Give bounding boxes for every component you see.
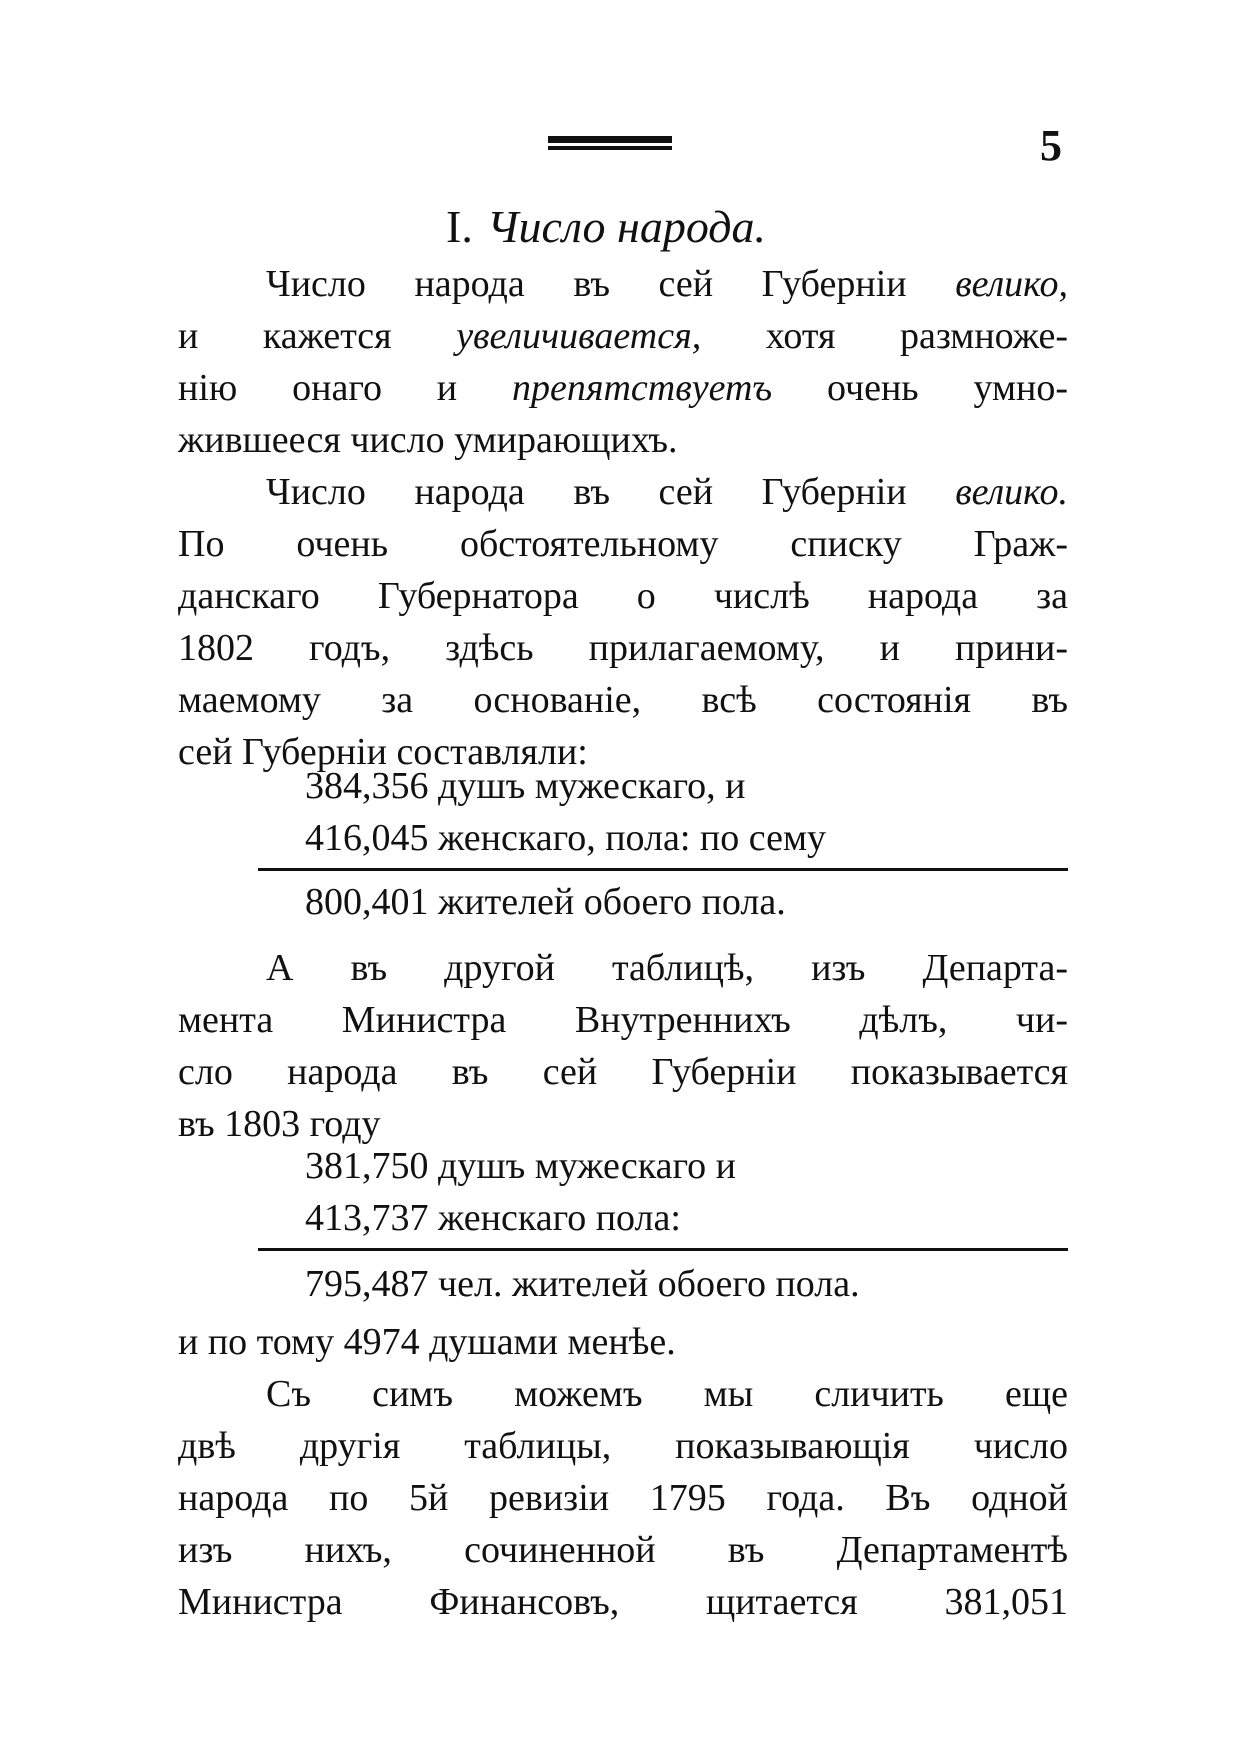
sum-rule-1802 [258, 868, 1068, 871]
text-line [266, 258, 1068, 310]
figure-1802-female: 416,045 женскаго, пола: по сему [305, 817, 827, 859]
text-segment: жившееся число умирающихъ. [178, 419, 678, 461]
figure-1803-total: 795,487 чел. жителей обоего пола. [305, 1263, 860, 1305]
figure-1802-male: 384,356 душъ мужескаго, и [305, 765, 746, 807]
italic-text: велико. [955, 471, 1068, 513]
text-segment: народа по 5й ревизіи 1795 года. Въ одной [178, 1477, 1068, 1519]
text-segment: Число народа въ сей Губерніи [266, 263, 956, 305]
italic-text: увеличивается, [456, 315, 702, 357]
text-segment: А въ другой таблицѣ, изъ Департа- [266, 947, 1068, 989]
figure-1802-total: 800,401 жителей обоего пола. [305, 881, 786, 923]
text-line [178, 570, 1068, 622]
text-segment: По очень обстоятельному списку Граж- [178, 523, 1068, 565]
figure-1803-female: 413,737 женскаго пола: [305, 1197, 681, 1239]
text-segment: хотя размноже- [701, 315, 1068, 357]
text-segment: сей Губерніи составляли: [178, 731, 588, 773]
text-line [178, 1046, 1068, 1098]
text-line [178, 1524, 1068, 1576]
text-segment: Съ симъ можемъ мы сличить еще [266, 1373, 1068, 1415]
text-segment: маемому за основаніе, всѣ состоянія въ [178, 679, 1068, 721]
text-line [178, 362, 1068, 414]
text-line [178, 1576, 1068, 1628]
italic-text: велико, [955, 263, 1068, 305]
text-segment: въ 1803 году [178, 1103, 381, 1145]
text-line [178, 1316, 1068, 1368]
text-segment: Министра Финансовъ, щитается 381,051 [178, 1581, 1068, 1623]
text-line [178, 1472, 1068, 1524]
header-ornament-rule [548, 136, 672, 150]
text-line [178, 622, 1068, 674]
text-segment: очень умно- [772, 367, 1068, 409]
section-heading [446, 200, 766, 253]
text-line [266, 466, 1068, 518]
text-segment: Число народа въ сей Губерніи [266, 471, 956, 513]
text-line [178, 1420, 1068, 1472]
section-title: Число народа. [486, 201, 767, 252]
text-line [178, 518, 1068, 570]
text-line [178, 994, 1068, 1046]
text-segment: 1802 годъ, здѣсь прилагаемому, и прини- [178, 627, 1068, 669]
text-segment: сло народа въ сей Губерніи показывается [178, 1051, 1068, 1093]
text-segment: и по тому 4974 душами менѣе. [178, 1321, 676, 1363]
text-line [178, 674, 1068, 726]
text-line [178, 310, 1068, 362]
text-segment: двѣ другія таблицы, показывающія число [178, 1425, 1068, 1467]
section-number: I. [446, 201, 473, 252]
text-line [266, 1368, 1068, 1420]
italic-text: препятствуетъ [511, 367, 773, 409]
page-number: 5 [1040, 121, 1062, 170]
text-segment: изъ нихъ, сочиненной въ Департаментѣ [178, 1529, 1068, 1571]
text-segment: мента Министра Внутреннихъ дѣлъ, чи- [178, 999, 1068, 1041]
text-segment: данскаго Губернатора о числѣ народа за [178, 575, 1068, 617]
text-segment: и кажется [178, 315, 457, 357]
text-line [178, 414, 1068, 466]
text-line [266, 942, 1068, 994]
sum-rule-1803 [258, 1248, 1068, 1251]
figure-1803-male: 381,750 душъ мужескаго и [305, 1145, 736, 1187]
text-segment: нію онаго и [178, 367, 512, 409]
